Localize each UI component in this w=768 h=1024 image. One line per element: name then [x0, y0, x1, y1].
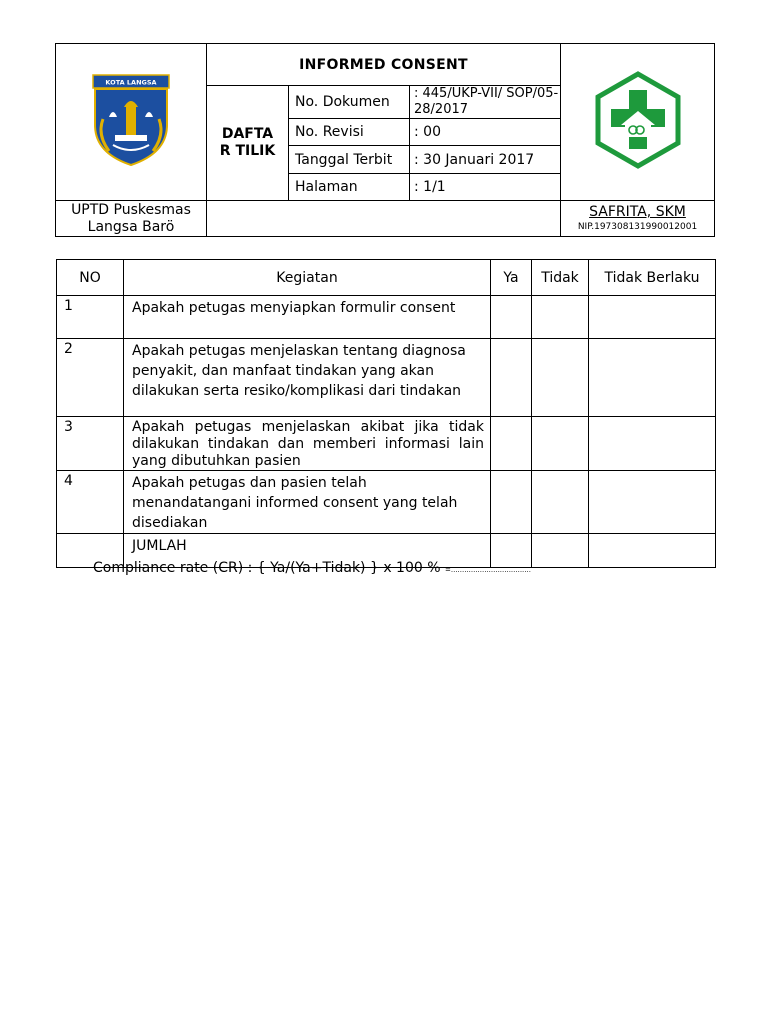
checkbox-cell-not-applicable[interactable]	[589, 471, 716, 534]
column-header-no: NO	[57, 260, 124, 296]
field-value-issue-date: : 30 Januari 2017	[410, 146, 561, 174]
checklist-header-row	[57, 260, 716, 296]
total-no-cell[interactable]	[532, 534, 589, 568]
field-value-page: : 1/1	[410, 174, 561, 201]
row-number: 1	[57, 296, 124, 339]
checkbox-cell-yes[interactable]	[491, 339, 532, 417]
row-activity: Apakah petugas menjelaskan tentang diagnosa penyakit, dan manfaat tindakan yang akan dilakukan serta resiko/komplikasi dari tindakan	[124, 339, 491, 417]
column-header-no-answer: Tidak	[532, 260, 589, 296]
field-value-document-number: : 445/UKP-VII/ SOP/05-28/2017	[410, 86, 561, 119]
row-number: 3	[57, 417, 124, 471]
document-header-table	[55, 43, 715, 237]
compliance-rate-line	[93, 560, 531, 576]
field-label-issue-date: Tanggal Terbit	[289, 146, 410, 174]
signer-name: SAFRITA, SKM	[589, 204, 686, 220]
checkbox-cell-not-applicable[interactable]	[589, 296, 716, 339]
checkbox-cell-no[interactable]	[532, 296, 589, 339]
row-number: 4	[57, 471, 124, 534]
compliance-formula: Compliance rate (CR) : { Ya/(Ya+Tidak) } x 100 %	[93, 560, 441, 576]
row-number: 2	[57, 339, 124, 417]
signature-block	[561, 201, 715, 237]
checkbox-cell-not-applicable[interactable]	[589, 339, 716, 417]
health-logo-cell	[561, 44, 715, 201]
checkbox-cell-yes[interactable]	[491, 417, 532, 471]
city-emblem-cell	[56, 44, 207, 201]
field-label-document-number: No. Dokumen	[289, 86, 410, 119]
compliance-blank[interactable]: =....................................	[444, 566, 531, 574]
field-label-revision: No. Revisi	[289, 119, 410, 146]
checkbox-cell-no[interactable]	[532, 471, 589, 534]
puskesmas-logo-icon	[593, 71, 683, 169]
emblem-label: KOTA LANGSA	[105, 78, 157, 87]
checkbox-cell-not-applicable[interactable]	[589, 417, 716, 471]
column-header-yes: Ya	[491, 260, 532, 296]
checkbox-cell-no[interactable]	[532, 417, 589, 471]
column-header-not-applicable: Tidak Berlaku	[589, 260, 716, 296]
checkbox-cell-yes[interactable]	[491, 296, 532, 339]
signer-nip: NIP.197308131990012001	[577, 222, 698, 232]
field-value-revision: : 00	[410, 119, 561, 146]
total-not-applicable-cell[interactable]	[589, 534, 716, 568]
document-type-label	[207, 86, 289, 201]
checkbox-cell-yes[interactable]	[491, 471, 532, 534]
row-activity: Apakah petugas menjelaskan akibat jika tidak dilakukan tindakan dan memberi informasi lain yang dibutuhkan pasien	[124, 417, 491, 471]
column-header-activity: Kegiatan	[124, 260, 491, 296]
table-row	[57, 339, 716, 417]
kota-langsa-emblem-icon	[91, 73, 171, 167]
health-unit-name: UPTD Puskesmas Langsa Barö	[56, 201, 207, 237]
table-row	[57, 296, 716, 339]
table-row	[57, 417, 716, 471]
row-activity: Apakah petugas dan pasien telah menandatangani informed consent yang telah disediakan	[124, 471, 491, 534]
total-label: JUMLAH	[124, 534, 491, 568]
document-type-text: DAFTAR TILIK	[219, 126, 276, 159]
empty-header-cell	[207, 201, 561, 237]
checklist-table	[56, 259, 716, 568]
checkbox-cell-no[interactable]	[532, 339, 589, 417]
table-row	[57, 471, 716, 534]
row-activity: Apakah petugas menyiapkan formulir consent	[124, 296, 491, 339]
field-label-page: Halaman	[289, 174, 410, 201]
document-title: INFORMED CONSENT	[207, 44, 561, 86]
